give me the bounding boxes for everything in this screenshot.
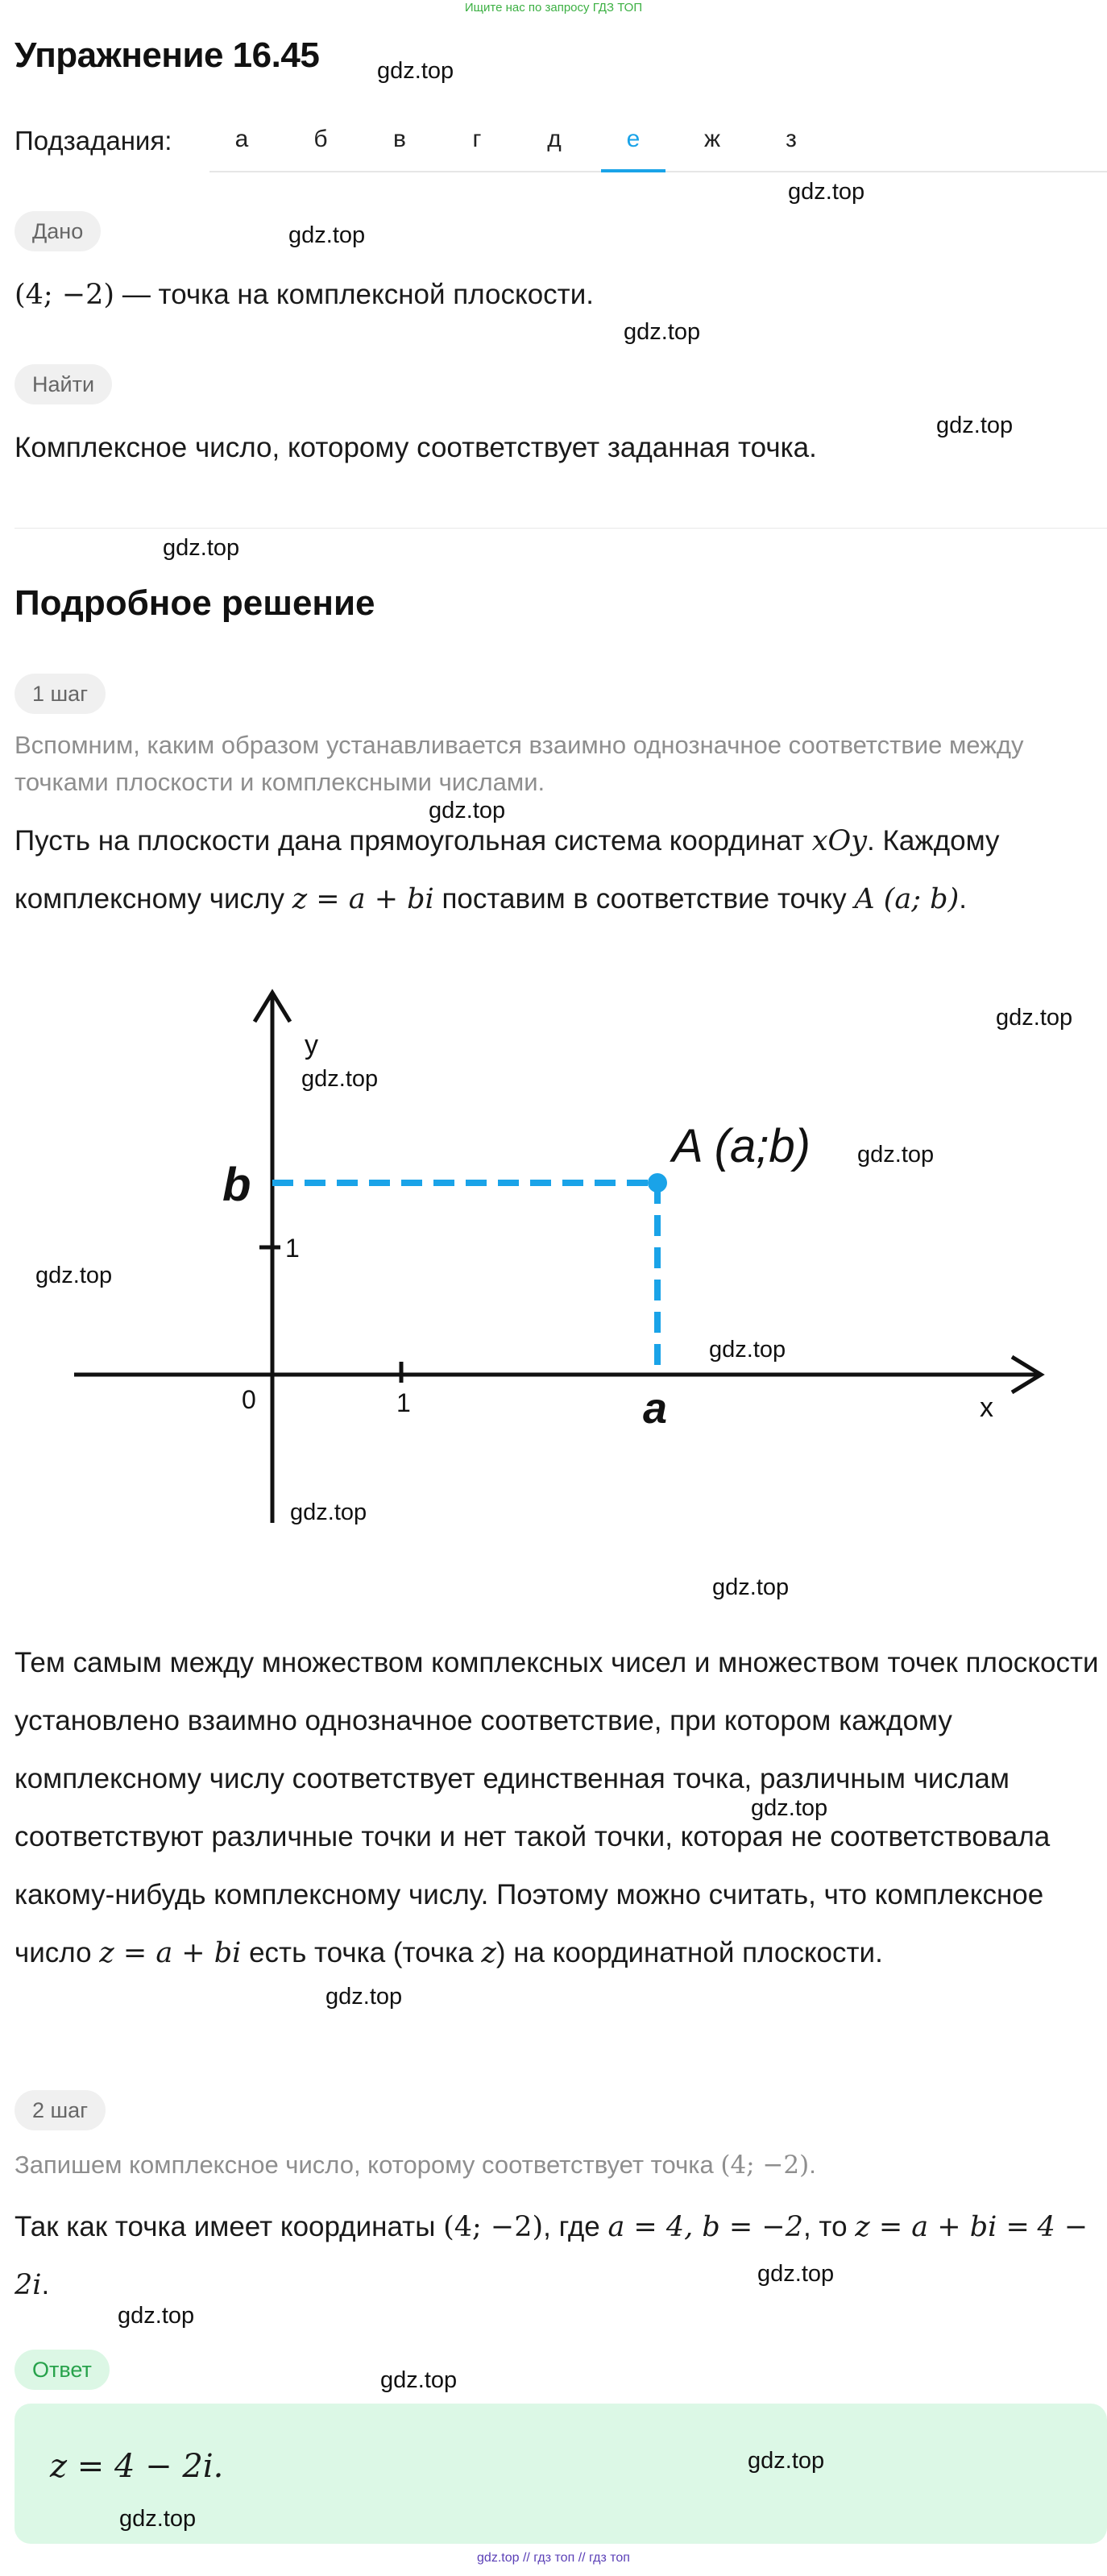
point-label: A (a;b) [672,1120,811,1172]
step1-pill: 1 шаг [15,674,106,714]
a-label: a [643,1384,668,1433]
watermark: gdz.top [290,1500,367,1525]
watermark: gdz.top [857,1142,935,1168]
watermark: gdz.top [624,319,701,345]
find-text: Комплексное число, которому соответствует заданная точка. [15,432,817,463]
tab-zh[interactable]: ж [703,126,721,152]
divider [15,528,1107,529]
watermark: gdz.top [325,1984,403,2010]
tab-z[interactable]: з [786,126,797,152]
tab-e[interactable]: е [601,126,665,172]
watermark: gdz.top [163,535,240,561]
step2-pill: 2 шаг [15,2090,106,2130]
tab-b[interactable]: б [313,126,328,152]
watermark: gdz.top [709,1337,786,1363]
step1-paragraph1: Пусть на плоскости дана прямоугольная система координат xOy. Каждому комплексному числу z = a + bi поставим в соответствие точку A (a; b). [15,825,1000,915]
answer-pill: Ответ [15,2350,110,2390]
watermark: gdz.top [788,179,865,205]
watermark: gdz.top [380,2367,458,2393]
watermark: gdz.top [429,798,506,823]
watermark: gdz.top [377,58,454,84]
given-pill: Дано [15,211,101,251]
step1-hint: Вспомним, каким образом устанавливается взаимно однозначное соответствие между точками плоскости и комплексными числами. [15,731,1024,796]
find-pill: Найти [15,364,112,404]
answer-value: z = 4 − 2i. [50,2448,224,2485]
watermark: gdz.top [996,1005,1073,1031]
coordinate-diagram [0,967,1107,1531]
x-axis-label: x [980,1392,993,1423]
watermark: gdz.top [751,1795,828,1821]
top-search-hint[interactable]: Ищите нас по запросу ГДЗ ТОП [464,1,643,15]
watermark: gdz.top [936,413,1014,438]
tab-a[interactable]: а [234,126,249,152]
y-tick-label: 1 [285,1234,300,1263]
step2-paragraph: Так как точка имеет координаты (4; −2), где a = 4, b = −2, то z = a + bi = 4 − 2i. [15,2211,1088,2301]
footer-links[interactable]: gdz.top // гдз топ // гдз топ [477,2551,630,2565]
b-label: b [222,1159,251,1211]
origin-label: 0 [242,1385,256,1414]
subtask-tabs [209,114,1107,172]
step1-paragraph2: Тем самым между множеством комплексных чисел и множеством точек плоскости установлено взаимно однозначное соответствие, при котором каждому комплексному числу соответствует единственная точка, различным числам соответствуют различные точки и нет такой точки, которая не соответствовала какому-нибудь комплексному числу. Поэтому можно считать, что комплексное число z = a + bi есть точка (точка z) на координатной плоскости. [15,1647,1099,1969]
tab-v[interactable]: в [393,126,406,152]
step2-hint: Запишем комплексное число, которому соответствует точка (4; −2). [15,2151,816,2180]
solution-heading: Подробное решение [15,583,375,623]
watermark: gdz.top [35,1263,113,1288]
page-title: Упражнение 16.45 [15,35,320,75]
watermark: gdz.top [301,1066,379,1092]
point-a-marker [648,1173,667,1193]
given-text: (4; −2) — точка на комплексной плоскости. [15,279,594,311]
watermark: gdz.top [119,2506,197,2532]
watermark: gdz.top [757,2261,835,2287]
tab-d[interactable]: д [547,126,562,152]
watermark: gdz.top [748,2448,825,2474]
subtasks-label: Подзадания: [15,126,172,156]
tab-g[interactable]: г [472,126,482,152]
watermark: gdz.top [118,2303,195,2329]
watermark: gdz.top [712,1574,790,1600]
watermark: gdz.top [288,222,366,248]
y-axis-label: y [305,1030,318,1060]
x-tick-label: 1 [396,1388,411,1417]
